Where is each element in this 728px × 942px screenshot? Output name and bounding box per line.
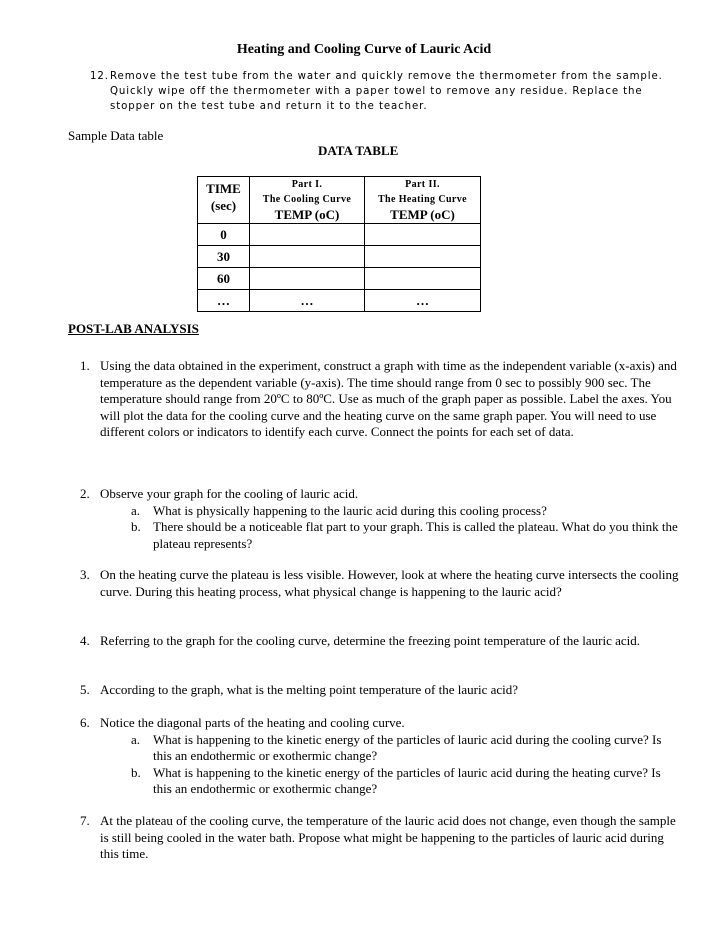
question-2: 2. Observe your graph for the cooling of lauric acid. a. What is physically happening to the lauric acid during this cooling process? b. There should be a noticeable flat part to your graph. This is called the plateau. What do you think the plateau represents? xyxy=(80,486,680,552)
question-6b: b. What is happening to the kinetic energy of the particles of lauric acid during the heating curve? Is this an endothermic or exothermic change? xyxy=(131,764,661,796)
table-row xyxy=(198,290,481,312)
page-title: Heating and Cooling Curve of Lauric Acid xyxy=(236,42,492,57)
cooling-temp-cell xyxy=(250,246,365,268)
heating-temp-cell xyxy=(365,224,481,246)
time-cell: 30 xyxy=(198,246,250,268)
question-2b: b. There should be a noticeable flat part to your graph. This is called the plateau. What do you think the plateau represents? xyxy=(131,519,678,551)
question-6: 6. Notice the diagonal parts of the heating and cooling curve. a. What is happening to the kinetic energy of the particles of lauric acid during the cooling curve? Is this an endothermic or exothermic change? b. What is happening to the kinetic energy of the particles of lauric acid during the heating curve? Is this an endothermic or exothermic change? xyxy=(80,715,680,798)
data-table xyxy=(197,176,481,312)
cooling-temp-cell xyxy=(250,268,365,290)
question-4: 4. Referring to the graph for the cooling curve, determine the freezing point temperature of the lauric acid. xyxy=(80,633,640,648)
step-text: Remove the test tube from the water and quickly remove the thermometer from the sample. Quickly wipe off the thermometer with a paper towel to remove any residue. Replace the stopper on the test tube and return it to the teacher. xyxy=(110,71,663,112)
cooling-header: Part I. The Cooling Curve TEMP (oC) xyxy=(250,177,365,224)
procedure-step-12 xyxy=(90,69,690,114)
post-lab-heading: POST-LAB ANALYSIS xyxy=(68,321,199,336)
time-cell: … xyxy=(198,290,250,312)
sample-data-label: Sample Data table xyxy=(68,128,164,143)
table-row xyxy=(198,246,481,268)
data-table-title: DATA TABLE xyxy=(318,143,399,158)
heating-header: Part II. The Heating Curve TEMP (oC) xyxy=(365,177,481,224)
question-5: 5. According to the graph, what is the melting point temperature of the lauric acid? xyxy=(80,682,519,697)
step-number: 12. xyxy=(90,71,109,82)
time-cell: 0 xyxy=(198,224,250,246)
question-6a: a. What is happening to the kinetic energy of the particles of lauric acid during the cooling curve? Is this an endothermic or exothermic change? xyxy=(131,731,662,763)
heating-temp-cell: … xyxy=(365,290,481,312)
time-cell: 60 xyxy=(198,268,250,290)
heating-temp-cell xyxy=(365,246,481,268)
time-header: TIME (sec) xyxy=(198,177,250,224)
cooling-temp-cell: … xyxy=(250,290,365,312)
table-row xyxy=(198,224,481,246)
heating-temp-cell xyxy=(365,268,481,290)
question-7: 7. At the plateau of the cooling curve, the temperature of the lauric acid does not change, even though the sample is still being cooled in the water bath. Propose what might be happening to the particles of lauric acid during this time. xyxy=(80,813,676,861)
cooling-temp-cell xyxy=(250,224,365,246)
table-row xyxy=(198,268,481,290)
question-2a: a. What is physically happening to the lauric acid during this cooling process? xyxy=(131,502,547,518)
question-3: 3. On the heating curve the plateau is less visible. However, look at where the heating curve intersects the cooling curve. During this heating process, what physical change is happening to the lauric acid? xyxy=(80,567,679,599)
table-header-row xyxy=(198,177,481,224)
question-1: 1. Using the data obtained in the experiment, construct a graph with time as the independent variable (x-axis) and temperature as the dependent variable (y-axis). The time should range from 0 sec to possibly 900 sec. The temperature should range from 20ºC to 80ºC. Use as much of the graph paper as possible. Label the axes. You will plot the data for the cooling curve and the heating curve on the same graph paper. You will need to use different colors or indicators to identify each curve. Connect the points for each set of data. xyxy=(80,358,677,439)
